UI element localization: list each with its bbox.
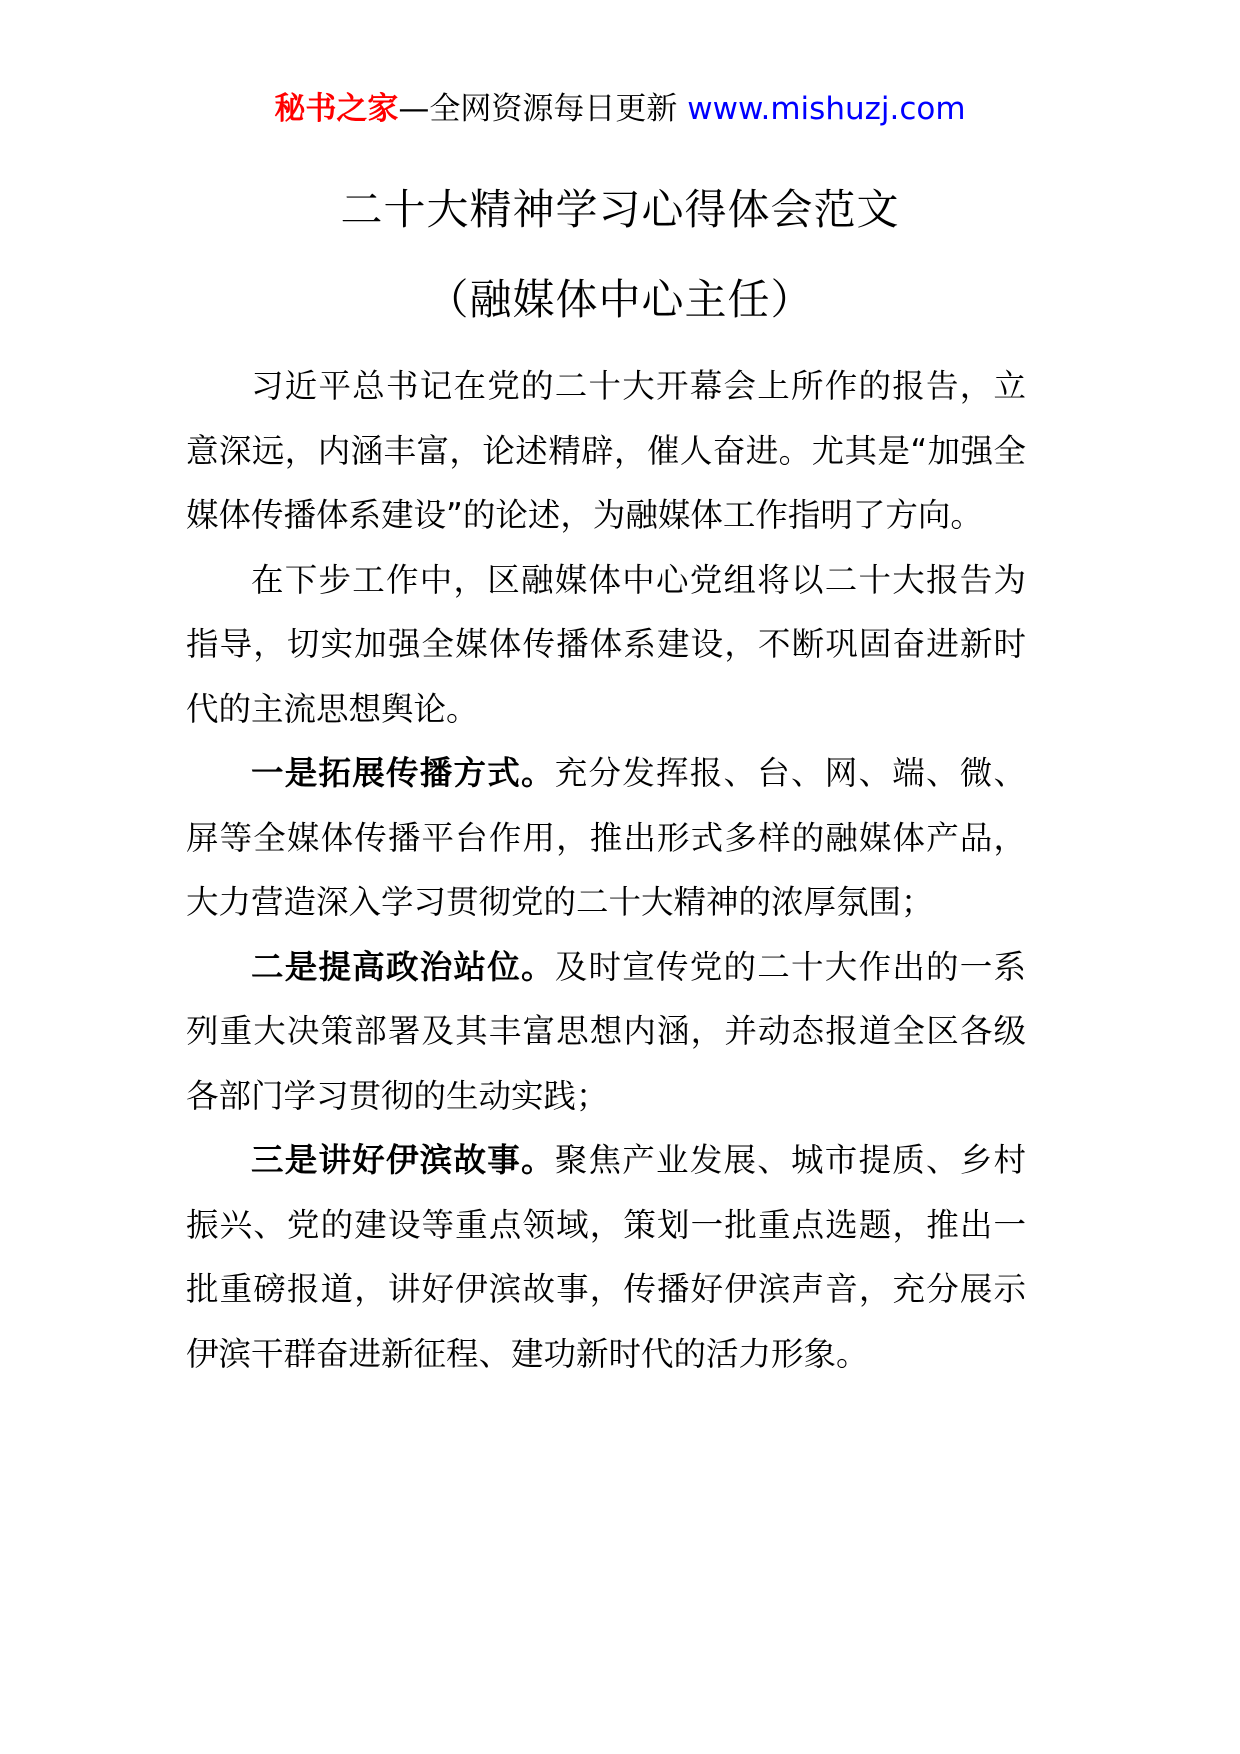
paragraph-point-3 — [186, 1128, 1026, 1386]
paragraph-text: 聚焦产业发展、城市提质、乡村振兴、党的建设等重点领域，策划一批重点选题，推出一批重磅报道，讲好伊滨故事，传播好伊滨声音，充分展示伊滨干群奋进新征程、建功新时代的活力形象。 — [186, 1141, 1026, 1373]
site-url-link[interactable]: www.mishuzj.com — [687, 91, 966, 127]
paragraph-lead: 二是提高政治站位。 — [251, 947, 555, 986]
paragraph-next-steps — [186, 548, 1026, 742]
document-body — [186, 354, 1026, 1386]
paragraph-text: 充分发挥报、台、网、端、微、屏等全媒体传播平台作用，推出形式多样的融媒体产品，大力营造深入学习贯彻党的二十大精神的浓厚氛围； — [186, 754, 1026, 921]
paragraph-point-2 — [186, 935, 1026, 1129]
paragraph-point-1 — [186, 741, 1026, 935]
paragraph-lead: 三是讲好伊滨故事。 — [251, 1141, 555, 1179]
paragraph-lead: 一是拓展传播方式。 — [251, 754, 555, 792]
paragraph-text: 在下步工作中，区融媒体中心党组将以二十大报告为指导，切实加强全媒体传播体系建设，不断巩固奋进新时代的主流思想舆论。 — [186, 560, 1026, 728]
document-title: 二十大精神学习心得体会范文 — [340, 185, 900, 234]
paragraph-text: 及时宣传党的二十大作出的一系列重大决策部署及其丰富思想内涵，并动态报道全区各级各部门学习贯彻的生动实践； — [186, 947, 1026, 1115]
site-header — [0, 86, 1240, 132]
document-subtitle: （融媒体中心主任） — [426, 275, 814, 324]
site-slogan: —全网资源每日更新 — [398, 91, 678, 127]
site-brand: 秘书之家 — [274, 91, 399, 127]
paragraph-text: 习近平总书记在党的二十大开幕会上所作的报告，立意深远，内涵丰富，论述精辟，催人奋进。尤其是“加强全媒体传播体系建设”的论述，为融媒体工作指明了方向。 — [186, 367, 1026, 534]
paragraph-intro — [186, 354, 1026, 548]
